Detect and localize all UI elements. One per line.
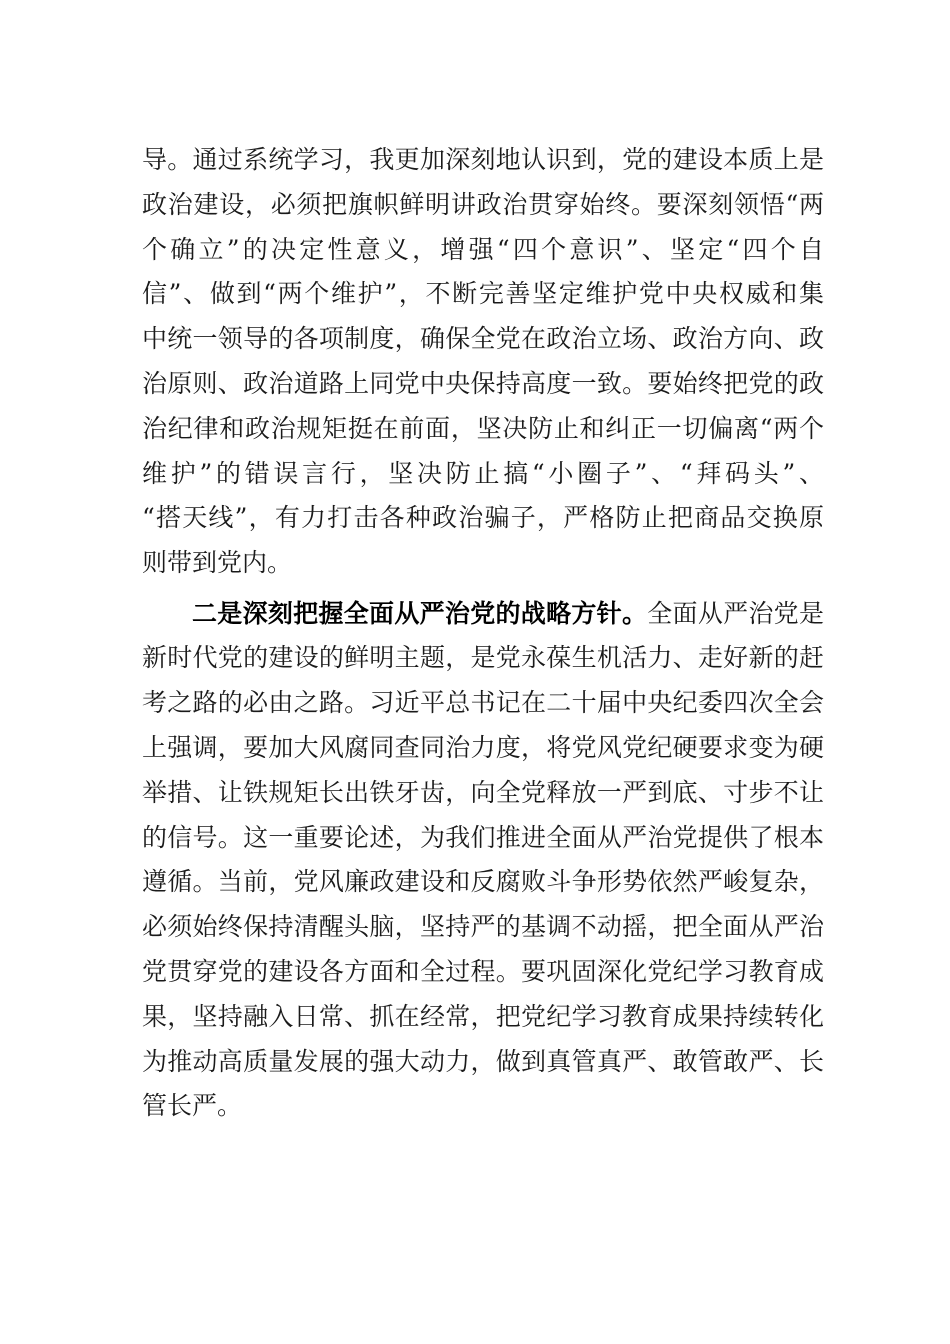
paragraph-2-line: 必须始终保持清醒头脑，坚持严的基调不动摇，把全面从严治 (142, 912, 824, 942)
paragraph-1-line: 治纪律和政治规矩挺在前面，坚决防止和纠正一切偏离“两个 (142, 413, 824, 443)
paragraph-2-first-line (142, 592, 824, 637)
paragraph-2-heading: 二是深刻把握全面从严治党的战略方针。 (192, 598, 648, 628)
paragraph-2-line: 为推动高质量发展的强大动力，做到真管真严、敢管敢严、长 (142, 1046, 824, 1076)
paragraph-1-line: 信”、做到“两个维护”，不断完善坚定维护党中央权威和集 (142, 279, 824, 309)
paragraph-1-line: 个确立”的决定性意义，增强“四个意识”、坚定“四个自 (142, 234, 824, 264)
paragraph-2-line: 上强调，要加大风腐同查同治力度，将党风党纪硬要求变为硬 (142, 732, 824, 762)
paragraph-1-line: 导。通过系统学习，我更加深刻地认识到，党的建设本质上是 (142, 145, 824, 174)
paragraph-1-line: 则带到党内。 (142, 548, 293, 578)
paragraph-2-line: 遵循。当前，党风廉政建设和反腐败斗争形势依然严峻复杂， (142, 867, 824, 897)
paragraph-1-line: 维护”的错误言行，坚决防止搞“小圈子”、“拜码头”、 (142, 458, 824, 488)
paragraph-1-line: 治原则、政治道路上同党中央保持高度一致。要始终把党的政 (142, 368, 824, 398)
paragraph-1 (142, 138, 824, 586)
paragraph-2-line: 新时代党的建设的鲜明主题，是党永葆生机活力、走好新的赶 (142, 643, 824, 673)
paragraph-2 (142, 592, 824, 1130)
paragraph-2-first-line-text: 全面从严治党是 (647, 598, 824, 628)
document-body (142, 138, 824, 1129)
paragraph-1-line: “搭天线”，有力打击各种政治骗子，严格防止把商品交换原 (142, 503, 824, 533)
paragraph-2-line: 举措、让铁规矩长出铁牙齿，向全党释放一严到底、寸步不让 (142, 777, 824, 807)
paragraph-2-line: 考之路的必由之路。习近平总书记在二十届中央纪委四次全会 (142, 688, 824, 718)
paragraph-1-line: 中统一领导的各项制度，确保全党在政治立场、政治方向、政 (142, 324, 824, 354)
paragraph-2-line: 的信号。这一重要论述，为我们推进全面从严治党提供了根本 (142, 822, 824, 852)
paragraph-2-line: 管长严。 (142, 1091, 243, 1121)
paragraph-2-line: 果，坚持融入日常、抓在经常，把党纪学习教育成果持续转化 (142, 1001, 824, 1031)
paragraph-1-line: 政治建设，必须把旗帜鲜明讲政治贯穿始终。要深刻领悟“两 (142, 189, 824, 219)
paragraph-2-line: 党贯穿党的建设各方面和全过程。要巩固深化党纪学习教育成 (142, 956, 824, 986)
